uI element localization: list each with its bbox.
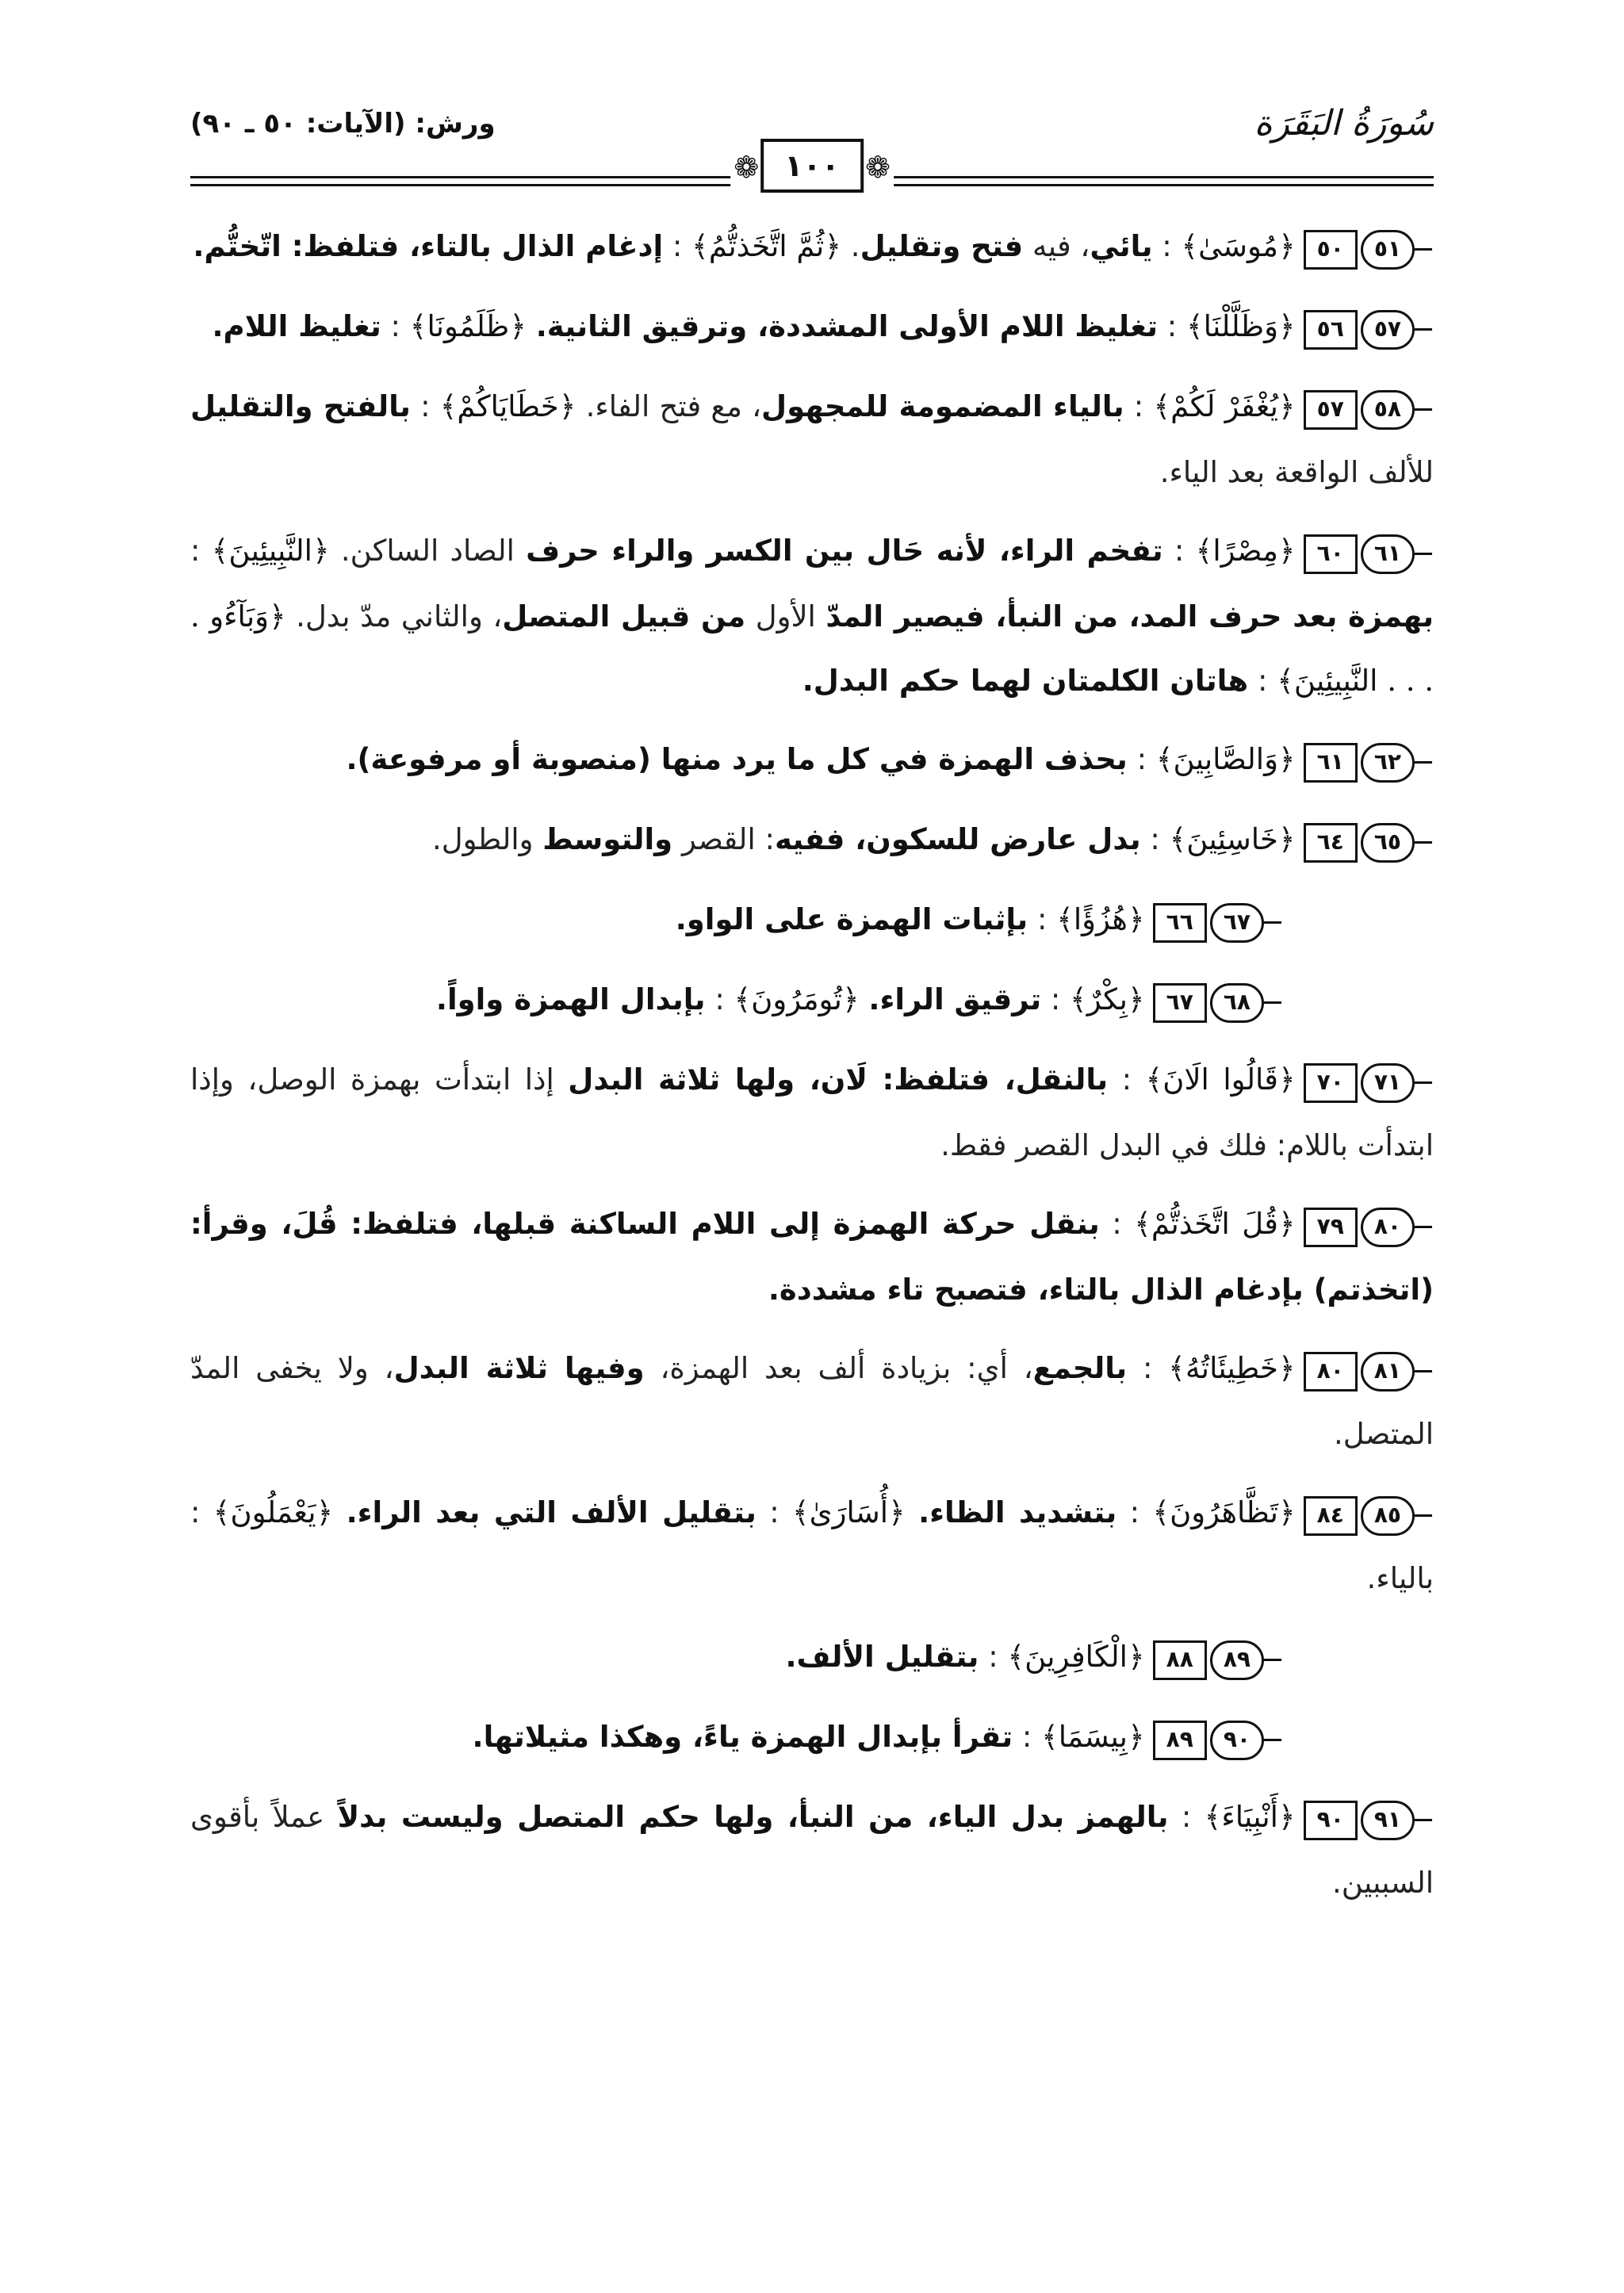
note-text: عملاً بأقوى السببين. [190, 1800, 1434, 1900]
quran-word: ﴿يُغْفَرْ لَكُمْ﴾ [1153, 389, 1296, 423]
verse-number-marker [1304, 729, 1434, 793]
marker-pointer-icon [1415, 1081, 1432, 1084]
ruling-text: بالهمز بدل الياء، من النبأ، ولها حكم المتصل وليست بدلاً [337, 1800, 1169, 1834]
ruling-text: بتقليل الألف التي بعد الراء. [346, 1495, 756, 1529]
verse-entry [190, 1336, 1434, 1466]
marker-pointer-icon [1415, 841, 1432, 844]
hafs-verse-number: ٨٠ [1361, 1208, 1415, 1247]
quran-word: ﴿تَظَّاهَرُونَ﴾ [1152, 1495, 1296, 1529]
warsh-verse-number: ٦٠ [1304, 534, 1358, 574]
note-text: للألف الواقعة بعد الياء. [1159, 455, 1434, 489]
ruling-text: بالفتح والتقليل [190, 389, 411, 423]
note-text: : [410, 389, 440, 423]
ruling-text: بتشديد الظاء. [918, 1495, 1117, 1529]
warsh-verse-number: ٥٧ [1304, 390, 1358, 430]
warsh-verse-number: ٨٠ [1304, 1352, 1358, 1391]
ruling-text: بالياء المضمومة للمجهول [761, 389, 1124, 423]
hafs-verse-number: ٥١ [1361, 230, 1415, 270]
verse-entry [190, 727, 1434, 793]
ruling-text: فتح وتقليل [860, 229, 1024, 263]
hafs-verse-number: ٥٨ [1361, 390, 1415, 430]
ruling-text: تغليظ اللام. [212, 309, 381, 343]
quran-word: ﴿أَنْبِيَاءَ﴾ [1204, 1800, 1296, 1834]
verse-number-marker [1304, 376, 1434, 440]
note-text: : [1116, 1495, 1153, 1529]
verse-entry [190, 1785, 1434, 1915]
note-text: : [1028, 902, 1057, 936]
warsh-verse-number: ٦٦ [1153, 903, 1207, 943]
marker-pointer-icon [1415, 248, 1432, 251]
quran-word: ﴿هُزُؤًا﴾ [1056, 902, 1145, 936]
verse-entry [190, 1480, 1434, 1610]
note-text: : [1108, 1062, 1146, 1097]
warsh-verse-number: ٦٤ [1304, 823, 1358, 863]
marker-pointer-icon [1415, 1514, 1432, 1517]
hafs-verse-number: ٥٧ [1361, 310, 1415, 350]
hafs-verse-number: ٧١ [1361, 1063, 1415, 1103]
verse-number-marker [1153, 1706, 1283, 1770]
ruling-text: تغليظ اللام الأولى المشددة، وترقيق الثانية. [535, 309, 1158, 343]
note-text: : [1013, 1720, 1042, 1754]
quran-word: ﴿خَطَايَاكُمْ﴾ [439, 389, 576, 423]
quran-word: ﴿خَاسِئِينَ﴾ [1169, 822, 1296, 856]
note-text: الصاد الساكن. [329, 534, 527, 568]
quran-word: ﴿يَعْمَلُونَ﴾ [213, 1495, 334, 1529]
note-text: : [381, 309, 410, 343]
verse-entry [190, 214, 1434, 280]
note-text [906, 1495, 918, 1529]
note-text: : [1127, 1351, 1169, 1385]
note-text: : [1124, 389, 1154, 423]
note-text: : [663, 229, 692, 263]
note-text: : [1158, 309, 1186, 343]
marker-pointer-icon [1415, 553, 1432, 555]
ruling-text: بإبدال الهمزة واواً. [435, 982, 706, 1016]
commentary-body [190, 214, 1434, 1929]
ruling-text: ترقيق الراء. [868, 982, 1042, 1016]
verse-number-marker [1304, 1338, 1434, 1402]
ruling-text: بالجمع [1032, 1351, 1128, 1385]
quran-word: ﴿قُلَ اتَّخَذتُّمْ﴾ [1134, 1207, 1296, 1241]
quran-word: ﴿وَظَلَّلْنَا﴾ [1186, 309, 1296, 343]
marker-pointer-icon [1264, 1739, 1281, 1741]
verse-number-marker [1304, 216, 1434, 280]
verse-entry [190, 294, 1434, 360]
note-text: : [1152, 229, 1182, 263]
note-text: : [756, 1495, 792, 1529]
verse-number-marker [1153, 969, 1283, 1033]
note-text: الأول [745, 599, 826, 634]
ruling-text: إدغام الذال بالتاء، فتلفظ: اتّختُّم. [193, 229, 664, 263]
hafs-verse-number: ٦٥ [1361, 823, 1415, 863]
note-text: : [1041, 982, 1071, 1016]
note-text: : [190, 534, 212, 568]
note-text: : القصر [672, 822, 775, 856]
note-text: : [1140, 822, 1170, 856]
verse-entry [190, 887, 1434, 953]
ruling-text: بنقل حركة الهمزة إلى اللام الساكنة قبلها، فتلفظ: قُلَ، وقرأ: (اتخذتم) بإدغام الذال بالتاء، فتصبح تاء مشددة. [190, 1207, 1434, 1307]
note-text: ، أي: بزيادة ألف بعد الهمزة، [644, 1351, 1033, 1385]
ruling-text: بإثبات الهمزة على الواو. [675, 902, 1028, 936]
verse-number-marker [1304, 809, 1434, 873]
ornament-icon: ❁ [733, 150, 760, 185]
quran-word: ﴿بِكْرٌ﴾ [1070, 982, 1145, 1016]
verse-entry [190, 374, 1434, 504]
verse-entry [190, 1047, 1434, 1177]
note-text: ، مع فتح الفاء. [576, 389, 762, 423]
hafs-verse-number: ٦١ [1361, 534, 1415, 574]
marker-pointer-icon [1415, 761, 1432, 764]
warsh-verse-number: ٦١ [1304, 743, 1358, 783]
marker-pointer-icon [1415, 1370, 1432, 1372]
ruling-text: بحذف الهمزة في كل ما يرد منها (منصوبة أو مرفوعة). [346, 742, 1128, 776]
ruling-text: وفيها ثلاثة البدل [393, 1351, 645, 1385]
note-text: . [841, 229, 860, 263]
warsh-verse-number: ٥٦ [1304, 310, 1358, 350]
ornament-icon: ❁ [864, 150, 891, 185]
note-text: : [1162, 534, 1196, 568]
warsh-verse-number: ٩٠ [1304, 1801, 1358, 1840]
quran-word: ﴿وَبَآءُو . . . . النَّبِيئِينَ﴾ [190, 599, 1434, 698]
quran-word: ﴿أُسَارَىٰ﴾ [791, 1495, 906, 1529]
warsh-verse-number: ٧٠ [1304, 1063, 1358, 1103]
marker-pointer-icon [1415, 1226, 1432, 1228]
ruling-text: تفخم الراء، لأنه حَال بين الكسر والراء حرف [526, 534, 1163, 568]
note-text [527, 309, 536, 343]
marker-pointer-icon [1415, 408, 1432, 411]
ruling-text: بهمزة بعد حرف المد، من النبأ، فيصير المدّ [825, 599, 1434, 634]
note-text: والطول. [432, 822, 543, 856]
note-text: : [1168, 1800, 1205, 1834]
warsh-verse-number: ٥٠ [1304, 230, 1358, 270]
verse-number-marker [1304, 1193, 1434, 1258]
page-number-frame [730, 139, 894, 196]
note-text: ، ولا يخفى المدّ المتصل. [190, 1351, 1434, 1451]
ruling-text: والتوسط [542, 822, 673, 856]
note-text: : [1099, 1207, 1135, 1241]
marker-pointer-icon [1415, 328, 1432, 331]
ruling-text: بتقليل الألف. [785, 1640, 979, 1674]
note-text: إذا ابتدأت بهمزة الوصل، وإذا ابتدأت باللام: فلك في البدل القصر فقط. [190, 1062, 1434, 1162]
note-text: ، والثاني مدّ بدل. [285, 599, 503, 634]
note-text: : [1248, 664, 1277, 698]
verse-number-marker [1153, 1626, 1283, 1690]
hafs-verse-number: ٨٩ [1210, 1640, 1264, 1680]
verse-number-marker [1304, 1482, 1434, 1546]
note-text [860, 982, 869, 1016]
marker-pointer-icon [1264, 1659, 1281, 1661]
marker-pointer-icon [1415, 1819, 1432, 1821]
ruling-text: يائي [1090, 229, 1153, 263]
warsh-verse-number: ٨٨ [1153, 1640, 1207, 1680]
ruling-text: تقرأ بإبدال الهمزة ياءً، وهكذا مثيلاتها. [472, 1720, 1013, 1754]
note-text: ، فيه [1023, 229, 1090, 263]
marker-pointer-icon [1264, 1001, 1281, 1004]
ruling-text: هاتان الكلمتان لهما حكم البدل. [802, 664, 1249, 698]
warsh-verse-number: ٦٧ [1153, 983, 1207, 1023]
note-text: : [979, 1640, 1008, 1674]
quran-word: ﴿بِيسَمَا﴾ [1041, 1720, 1145, 1754]
quran-word: ﴿النَّبِيئِينَ﴾ [211, 534, 330, 568]
quran-word: ﴿وَالصَّابِينَ﴾ [1155, 742, 1296, 776]
verse-entry [190, 1192, 1434, 1322]
hafs-verse-number: ٦٢ [1361, 743, 1415, 783]
note-text: : بالياء. [190, 1495, 1434, 1595]
ruling-text: من قبيل المتصل [502, 599, 746, 634]
warsh-verse-number: ٧٩ [1304, 1208, 1358, 1247]
quran-word: ﴿مُوسَىٰ﴾ [1181, 229, 1296, 263]
hafs-verse-number: ٦٨ [1210, 983, 1264, 1023]
quran-word: ﴿الْكَافِرِينَ﴾ [1007, 1640, 1145, 1674]
verse-number-marker [1304, 520, 1434, 584]
marker-pointer-icon [1264, 921, 1281, 924]
quran-word: ﴿قَالُوا الَانَ﴾ [1145, 1062, 1296, 1097]
verse-number-marker [1304, 1049, 1434, 1113]
hafs-verse-number: ٩١ [1361, 1801, 1415, 1840]
ruling-text: بدل عارض للسكون، ففيه [774, 822, 1141, 856]
quran-word: ﴿ظَلَمُونَا﴾ [409, 309, 527, 343]
hafs-verse-number: ٨١ [1361, 1352, 1415, 1391]
warsh-verse-number: ٨٩ [1153, 1721, 1207, 1760]
verse-entry [190, 807, 1434, 873]
verse-entry [190, 1705, 1434, 1770]
riwaya-verse-range: ورش: (الآيات: ٥٠ ـ ٩٠) [190, 108, 496, 140]
hafs-verse-number: ٨٥ [1361, 1496, 1415, 1536]
warsh-verse-number: ٨٤ [1304, 1496, 1358, 1536]
verse-number-marker [1153, 889, 1283, 953]
verse-entry [190, 519, 1434, 713]
ruling-text: بالنقل، فتلفظ: لَان، ولها ثلاثة البدل [568, 1062, 1109, 1097]
hafs-verse-number: ٦٧ [1210, 903, 1264, 943]
verse-entry [190, 967, 1434, 1033]
verse-entry [190, 1625, 1434, 1690]
verse-number-marker [1304, 1786, 1434, 1851]
surah-title: سُورَةُ البَقَرَة [1254, 103, 1434, 144]
quran-word: ﴿خَطِيئَاتُهُ﴾ [1168, 1351, 1296, 1385]
quran-word: ﴿مِصْرًا﴾ [1195, 534, 1296, 568]
note-text: : [705, 982, 734, 1016]
note-text: : [1127, 742, 1156, 776]
quran-word: ﴿تُومَرُونَ﴾ [733, 982, 860, 1016]
page-number: ١٠٠ [760, 139, 864, 193]
hafs-verse-number: ٩٠ [1210, 1721, 1264, 1760]
verse-number-marker [1304, 296, 1434, 360]
quran-word: ﴿ثُمَّ اتَّخَذتُّمُ﴾ [691, 229, 842, 263]
note-text [333, 1495, 346, 1529]
